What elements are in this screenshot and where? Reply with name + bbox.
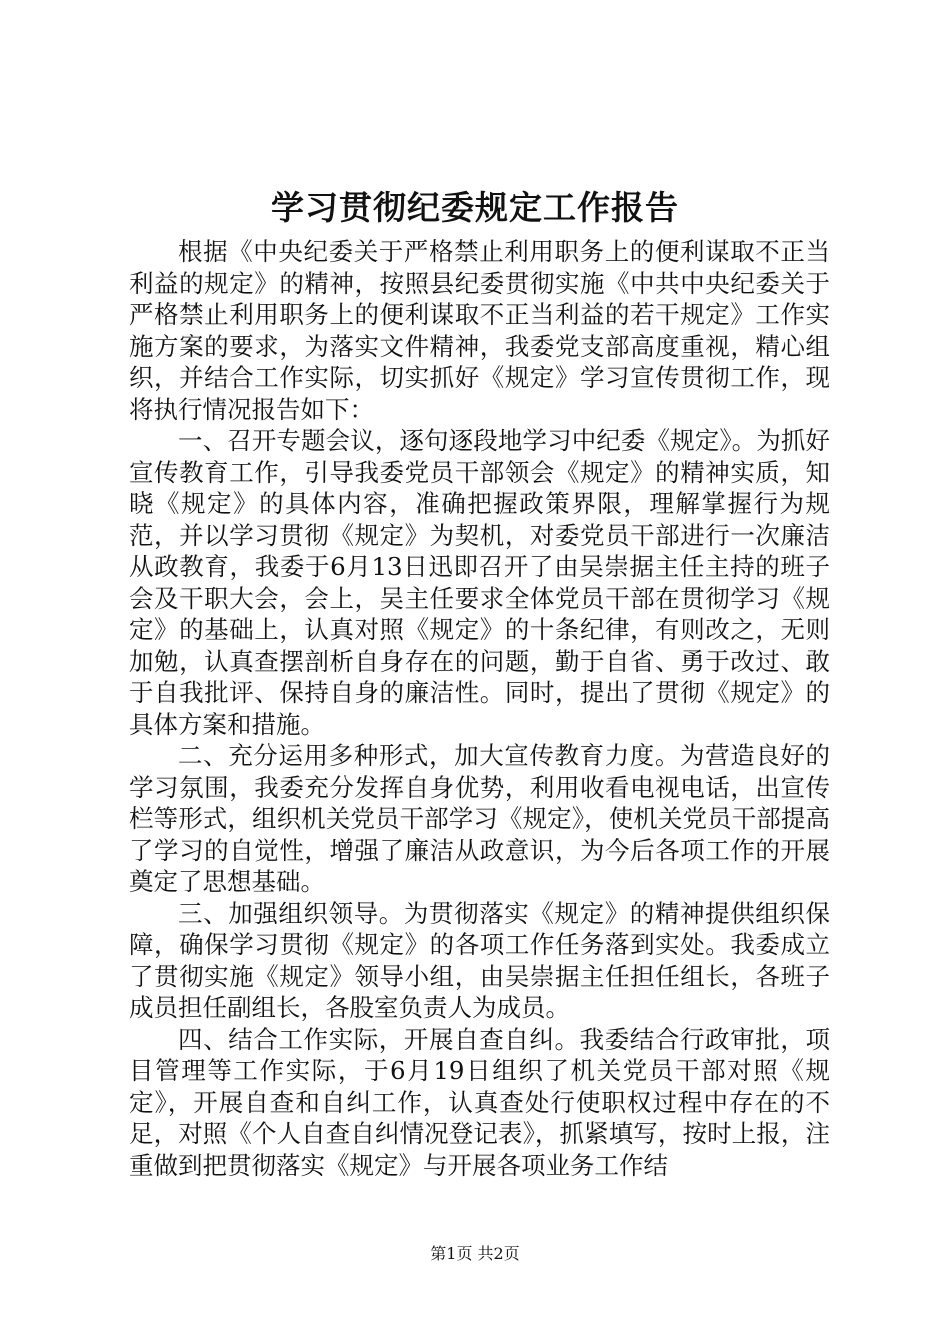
paragraph-section-3: 三、加强组织领导。为贯彻落实《规定》的精神提供组织保障，确保学习贯彻《规定》的各项工作任务落到实处。我委成立了贯彻实施《规定》领导小组，由吴崇据主任担任组长，各班子成员担任副组长，各股室负责人为成员。 — [129, 898, 830, 1022]
paragraph-section-1: 一、召开专题会议，逐句逐段地学习中纪委《规定》。为抓好宣传教育工作，引导我委党员干部领会《规定》的精神实质，知晓《规定》的具体内容，准确把握政策界限，理解掌握行为规范，并以学习贯彻《规定》为契机，对委党员干部进行一次廉洁从政教育，我委于6月13日迅即召开了由吴崇据主任主持的班子会及干职大会，会上，吴主任要求全体党员干部在贯彻学习《规定》的基础上，认真对照《规定》的十条纪律，有则改之，无则加勉，认真查摆剖析自身存在的问题，勤于自省、勇于改过、敢于自我批评、保持自身的廉洁性。同时，提出了贯彻《规定》的具体方案和措施。 — [129, 426, 830, 739]
document-body — [129, 236, 830, 1181]
paragraph-intro: 根据《中央纪委关于严格禁止利用职务上的便利谋取不正当利益的规定》的精神，按照县纪委贯彻实施《中共中央纪委关于严格禁止利用职务上的便利谋取不正当利益的若干规定》工作实施方案的要求，为落实文件精神，我委党支部高度重视，精心组织，并结合工作实际，切实抓好《规定》学习宣传贯彻工作，现将执行情况报告如下： — [129, 237, 830, 424]
page-footer: 第1页 共2页 — [430, 1244, 520, 1263]
document-title: 学习贯彻纪委规定工作报告 — [271, 188, 679, 227]
paragraph-section-4: 四、结合工作实际，开展自查自纠。我委结合行政审批，项目管理等工作实际，于6月19日组织了机关党员干部对照《规定》，开展自查和自纠工作，认真查处行使职权过程中存在的不足，对照《个人自查自纠情况登记表》，抓紧填写，按时上报，注重做到把贯彻落实《规定》与开展各项业务工作结 — [129, 1024, 830, 1180]
paragraph-section-2: 二、充分运用多种形式，加大宣传教育力度。为营造良好的学习氛围，我委充分发挥自身优势，利用收看电视电话，出宣传栏等形式，组织机关党员干部学习《规定》，使机关党员干部提高了学习的自觉性，增强了廉洁从政意识，为今后各项工作的开展奠定了思想基础。 — [129, 741, 830, 896]
